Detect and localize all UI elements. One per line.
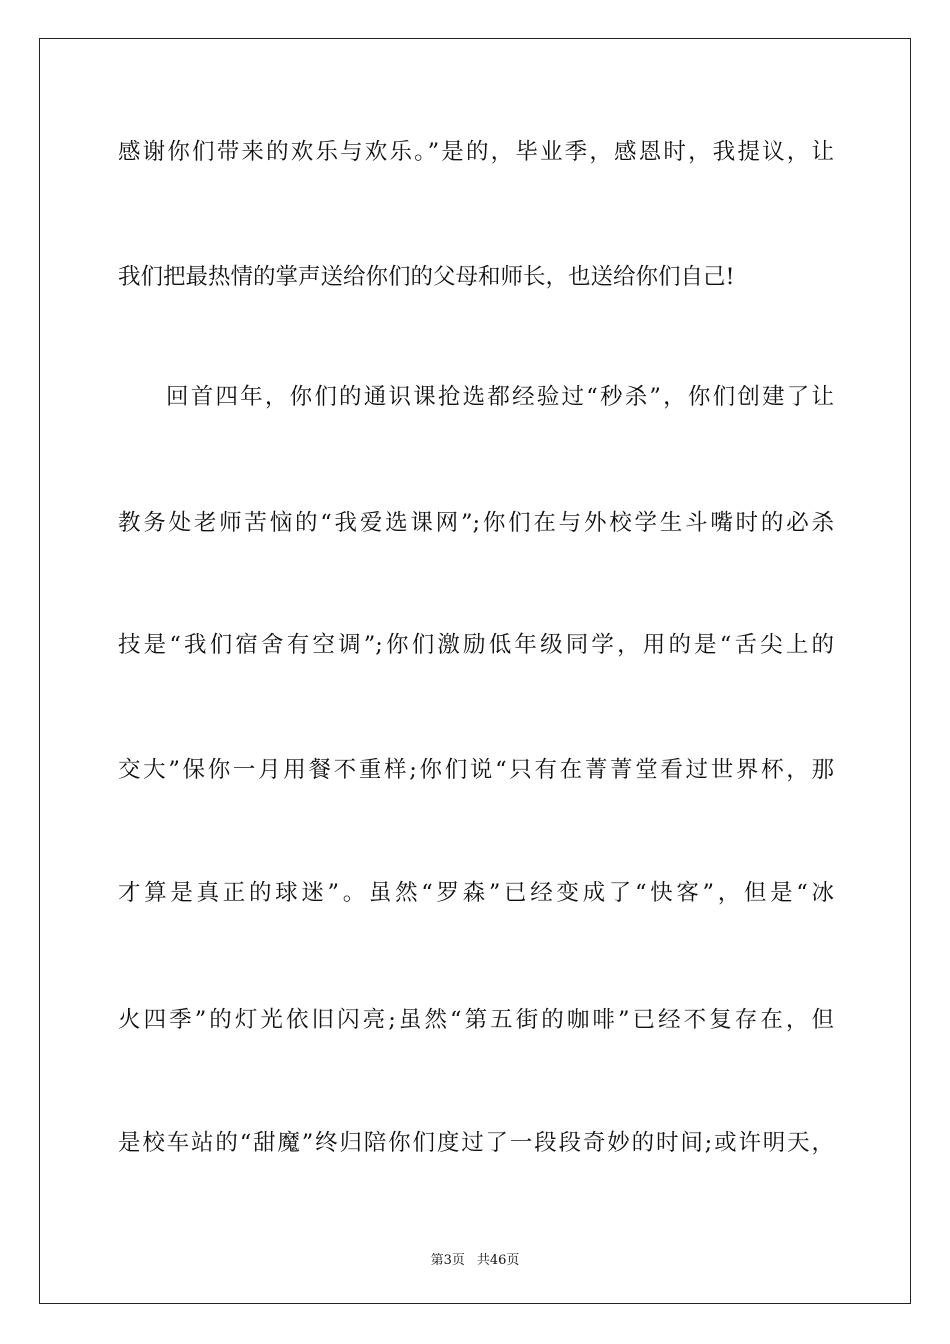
text-line-9: 是校车站的“甜魔”终归陪你们度过了一段段奇妙的时间;或许明天，	[118, 1130, 834, 1156]
text-line-5: 技是“我们宿舍有空调”;你们激励低年级同学，用的是“舌尖上的	[118, 632, 834, 658]
text-line-2: 我们把最热情的掌声送给你们的父母和师长，也送给你们自己!	[118, 264, 735, 290]
page-footer	[0, 1249, 950, 1268]
page-number: 第3页	[430, 1253, 465, 1268]
page-total: 共46页	[476, 1253, 520, 1268]
text-line-7: 才算是真正的球迷”。虽然“罗森”已经变成了“快客”，但是“冰	[118, 880, 834, 906]
text-line-4: 教务处老师苦恼的“我爱选课网”;你们在与外校学生斗嘴时的必杀	[118, 510, 834, 536]
page-border	[39, 38, 911, 1304]
text-line-1: 感谢你们带来的欢乐与欢乐。”是的，毕业季，感恩时，我提议，让	[118, 139, 834, 165]
text-line-6: 交大”保你一月用餐不重样;你们说“只有在菁菁堂看过世界杯，那	[118, 757, 834, 783]
text-line-3: 回首四年，你们的通识课抢选都经验过“秒杀”，你们创建了让	[166, 384, 834, 410]
text-line-8: 火四季”的灯光依旧闪亮;虽然“第五街的咖啡”已经不复存在，但	[118, 1007, 834, 1033]
